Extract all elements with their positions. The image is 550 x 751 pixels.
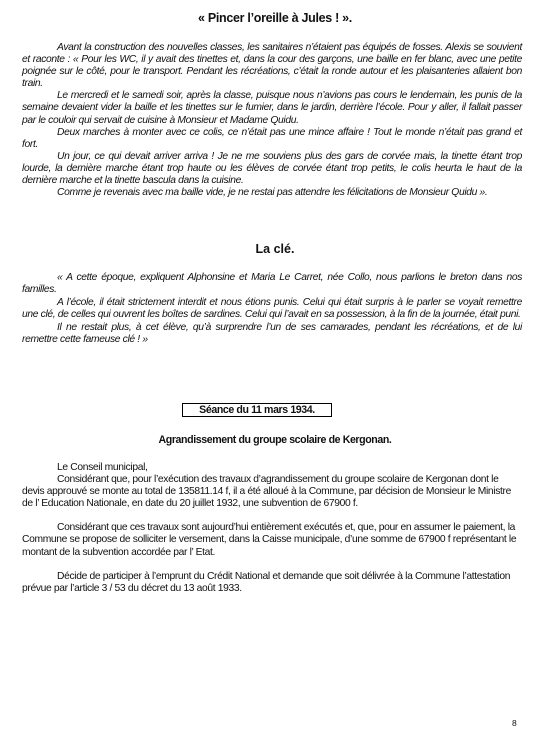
section-title-pincer: « Pincer l’oreille à Jules ! ». (198, 11, 352, 25)
paragraph: Deux marches à monter avec ce colis, ce n’était pas une mince affaire ! Tout le monde n’était pas grand et fort. (22, 126, 522, 150)
council-minutes (22, 462, 522, 595)
paragraph: A l’école, il était strictement interdit et nous étions punis. Celui qui était surpris à le parler se voyait remettre une clé, de celles qui ouvrent les boîtes de sardines. Celui qui l’avait en sa possession, à la fin de la journée, était puni. (22, 297, 522, 321)
minutes-title: Agrandissement du groupe scolaire de Kergonan. (158, 434, 392, 446)
paragraph: Décide de participer à l’emprunt du Crédit National et demande que soit délivrée à la Commune l’attestation prévue par l’article 3 / 53 du décret du 13 août 1933. (22, 570, 511, 594)
section-body-cle (22, 272, 522, 347)
paragraph: Il ne restait plus, à cet élève, qu’à surprendre l’un de ses camarades, pendant les récréations, et de lui remettre cette fameuse clé ! » (22, 322, 522, 346)
paragraph: Considérant que, pour l’exécution des travaux d’agrandissement du groupe scolaire de Kergonan dont le devis approuvé se monte au total de 135811.14 f, il a été alloué à la Commune, par décision de Monsieur le Ministre de l’ Education Nationale, en date du 20 juillet 1932, une subvention de 67900 f. (22, 474, 512, 510)
paragraph: « A cette époque, expliquent Alphonsine et Maria Le Carret, née Collo, nous parlions le breton dans nos familles. (22, 272, 522, 296)
page-number: 8 (512, 718, 517, 728)
session-date-box: Séance du 11 mars 1934. (182, 403, 332, 417)
paragraph: Le Conseil municipal, (57, 462, 148, 473)
section-body-pincer (22, 42, 522, 199)
paragraph: Avant la construction des nouvelles classes, les sanitaires n’étaient pas équipés de fosses. Alexis se souvient et raconte : « Pour les WC, il y avait des tinettes et, dans la cour des garçons, une baille en fer blanc, avec une petite poignée sur le côté, pour le transport. Pendant les récréations, c’était la ronde autour et les plaisanteries allaient bon train. (22, 42, 522, 90)
paragraph: Un jour, ce qui devait arriver arriva ! Je ne me souviens plus des gars de corvée mais, la tinette étant trop lourde, la dernière marche étant trop haute ou les élèves de corvée étant trop petits, le colis heurta le haut de la dernière marche et la tinette bascula dans la cuisine. (22, 150, 522, 187)
section-title-cle: La clé. (255, 242, 295, 256)
paragraph: Considérant que ces travaux sont aujourd’hui entièrement exécutés et, que, pour en assumer le paiement, la Commune se propose de solliciter le versement, dans la Caisse municipale, d’une somme de 67900 f représentant le montant de la subvention accordée par l’ Etat. (22, 522, 517, 558)
paragraph: Le mercredi et le samedi soir, après la classe, puisque nous n’avions pas cours le lendemain, les punis de la semaine devaient vider la baille et les tinettes sur le fumier, dans le jardin, derrière l’école. Pour y aller, il fallait passer par le couloir qui servait de cuisine à Monsieur et Madame Quidu. (22, 90, 522, 126)
paragraph: Comme je revenais avec ma baille vide, je ne restai pas attendre les félicitations de Monsieur Quidu ». (57, 187, 488, 199)
